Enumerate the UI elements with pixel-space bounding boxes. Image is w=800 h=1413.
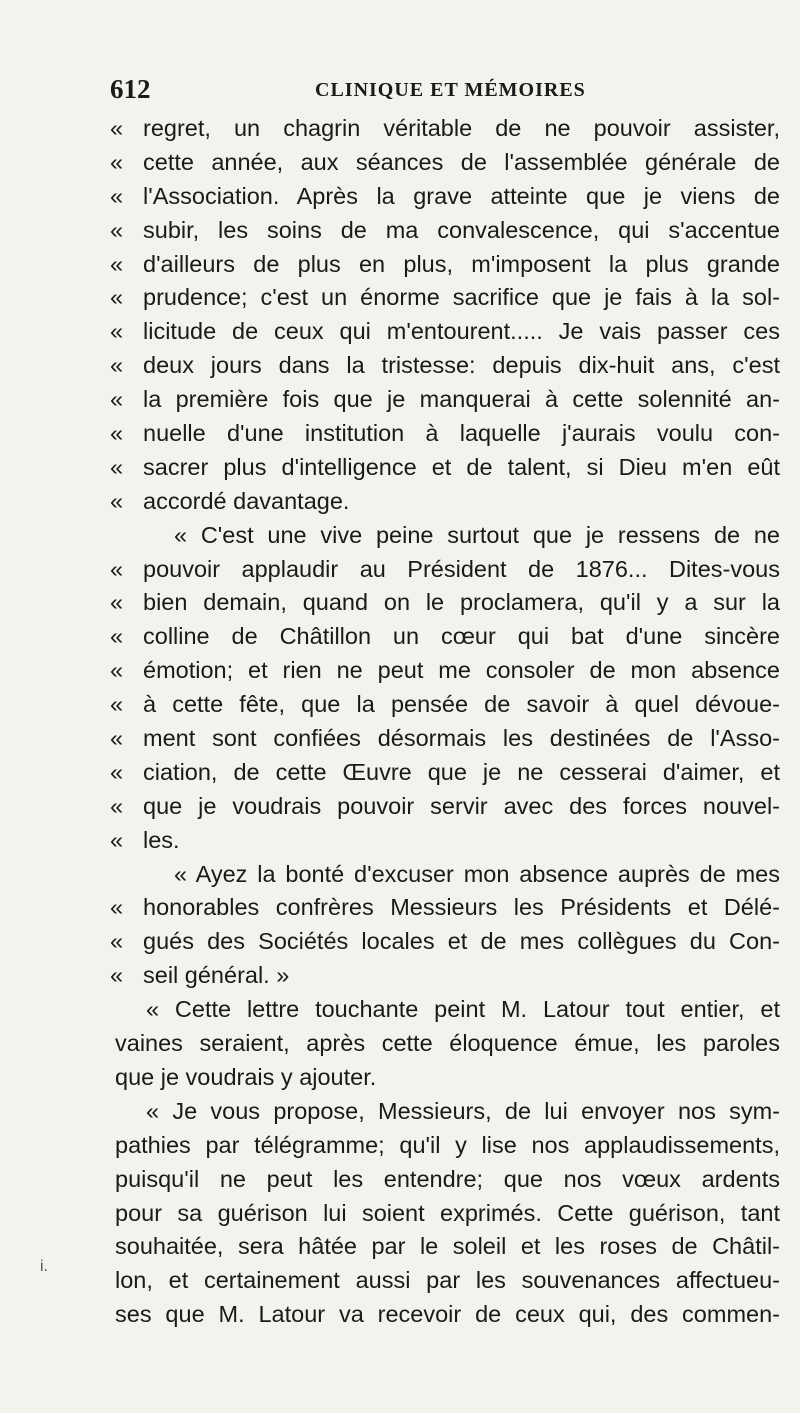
- quote-mark: «: [110, 284, 124, 311]
- line-text: d'ailleurs de plus en plus, m'imposent la plus grande: [143, 250, 780, 277]
- line-text: l'Association. Après la grave atteinte que je viens de: [143, 182, 780, 209]
- line-text: « C'est une vive peine surtout que je ressens de ne: [174, 521, 780, 548]
- quote-mark: «: [110, 115, 124, 141]
- text-line: [110, 451, 780, 485]
- line-text: nuelle d'une institution à laquelle j'aurais voulu con-: [143, 420, 780, 447]
- text-line: [110, 248, 780, 282]
- text-line: [110, 1298, 780, 1332]
- text-line: [110, 214, 780, 248]
- line-text: que je voudrais pouvoir servir avec des forces nouvel-: [143, 792, 780, 819]
- quote-mark: «: [110, 148, 124, 175]
- text-line: [110, 959, 780, 993]
- text-line: [110, 112, 780, 146]
- page-number: 612: [110, 74, 151, 104]
- body-text: [110, 112, 780, 1332]
- text-line: [110, 756, 780, 790]
- line-text: ses que M. Latour va recevoir de ceux qui, des commen-: [115, 1301, 780, 1328]
- quote-mark: «: [110, 725, 124, 752]
- line-text: deux jours dans la tristesse: depuis dix-huit ans, c'est: [143, 352, 780, 379]
- line-text: ment sont confiées désormais les destinées de l'Asso-: [143, 725, 780, 752]
- text-line: [110, 620, 780, 654]
- text-line: [110, 553, 780, 587]
- text-line: [110, 1095, 780, 1129]
- text-line: [110, 315, 780, 349]
- quote-mark: «: [110, 318, 124, 345]
- quote-mark: «: [110, 386, 124, 413]
- line-text: émotion; et rien ne peut me consoler de mon absence: [143, 657, 780, 684]
- quote-mark: «: [110, 182, 124, 209]
- text-line: [110, 790, 780, 824]
- line-text: honorables confrères Messieurs les Présidents et Délé-: [143, 894, 780, 921]
- text-line: [110, 519, 780, 553]
- quote-mark: «: [110, 487, 124, 514]
- line-text: à cette fête, que la pensée de savoir à quel dévoue-: [143, 691, 780, 718]
- line-text: pour sa guérison lui soient exprimés. Cette guérison, tant: [115, 1199, 780, 1226]
- text-line: [110, 349, 780, 383]
- text-line: [110, 688, 780, 722]
- line-text: puisqu'il ne peut les entendre; que nos vœux ardents: [115, 1165, 780, 1192]
- line-text: licitude de ceux qui m'entourent..... Je vais passer ces: [143, 318, 780, 345]
- text-line: [110, 654, 780, 688]
- quote-mark: «: [110, 928, 124, 955]
- line-text: subir, les soins de ma convalescence, qui s'accentue: [143, 216, 780, 243]
- text-line: [110, 586, 780, 620]
- quote-mark: «: [110, 758, 124, 785]
- line-text: « Cette lettre touchante peint M. Latour tout entier, et: [146, 996, 780, 1023]
- line-text: lon, et certainement aussi par les souvenances affectueu-: [115, 1267, 780, 1294]
- quote-mark: «: [110, 623, 124, 650]
- quote-mark: «: [110, 589, 124, 616]
- quote-mark: «: [110, 691, 124, 718]
- line-text: que je voudrais y ajouter.: [115, 1063, 377, 1090]
- quote-mark: «: [110, 826, 124, 853]
- line-text: seil général. »: [143, 962, 290, 989]
- text-line: [110, 858, 780, 892]
- quote-mark: «: [110, 352, 124, 379]
- line-text: « Ayez la bonté d'excuser mon absence auprès de mes: [174, 860, 780, 887]
- text-line: [110, 722, 780, 756]
- line-text: cette année, aux séances de l'assemblée générale de: [143, 148, 780, 175]
- text-line: [110, 485, 780, 519]
- line-text: pouvoir applaudir au Président de 1876... Dites-vous: [143, 555, 780, 582]
- line-text: bien demain, quand on le proclamera, qu'il y a sur la: [143, 589, 780, 616]
- line-text: ciation, de cette Œuvre que je ne cesserai d'aimer, et: [143, 758, 780, 785]
- text-line: [110, 1163, 780, 1197]
- text-line: [110, 1230, 780, 1264]
- quote-mark: «: [110, 216, 124, 243]
- quote-mark: «: [110, 962, 124, 989]
- line-text: souhaitée, sera hâtée par le soleil et les roses de Châtil-: [115, 1233, 780, 1260]
- text-line: [110, 180, 780, 214]
- line-text: regret, un chagrin véritable de ne pouvoir assister,: [143, 115, 780, 141]
- line-text: vaines seraient, après cette éloquence émue, les paroles: [115, 1030, 780, 1057]
- text-line: [110, 1061, 780, 1095]
- running-title: CLINIQUE ET MÉMOIRES: [315, 79, 586, 101]
- running-head: [110, 74, 770, 106]
- line-text: prudence; c'est un énorme sacrifice que je fais à la sol-: [143, 284, 780, 311]
- line-text: la première fois que je manquerai à cette solennité an-: [143, 386, 780, 413]
- text-line: [110, 891, 780, 925]
- text-line: [110, 281, 780, 315]
- text-line: [110, 146, 780, 180]
- quote-mark: «: [110, 657, 124, 684]
- quote-mark: «: [110, 453, 124, 480]
- line-text: gués des Sociétés locales et de mes collègues du Con-: [143, 928, 780, 955]
- text-line: [110, 383, 780, 417]
- line-text: les.: [143, 826, 180, 853]
- text-line: [110, 1027, 780, 1061]
- text-line: [110, 925, 780, 959]
- quote-mark: «: [110, 555, 124, 582]
- text-line: [110, 993, 780, 1027]
- text-line: [110, 1197, 780, 1231]
- text-line: [110, 824, 780, 858]
- margin-annotation: i.: [40, 1258, 48, 1275]
- text-line: [110, 417, 780, 451]
- text-line: [110, 1264, 780, 1298]
- line-text: pathies par télégramme; qu'il y lise nos applaudissements,: [115, 1131, 780, 1158]
- quote-mark: «: [110, 420, 124, 447]
- text-line: [110, 1129, 780, 1163]
- line-text: « Je vous propose, Messieurs, de lui envoyer nos sym-: [146, 1097, 780, 1124]
- line-text: colline de Châtillon un cœur qui bat d'une sincère: [143, 623, 780, 650]
- quote-mark: «: [110, 894, 124, 921]
- quote-mark: «: [110, 792, 124, 819]
- line-text: sacrer plus d'intelligence et de talent, si Dieu m'en eût: [143, 453, 780, 480]
- line-text: accordé davantage.: [143, 487, 350, 514]
- quote-mark: «: [110, 250, 124, 277]
